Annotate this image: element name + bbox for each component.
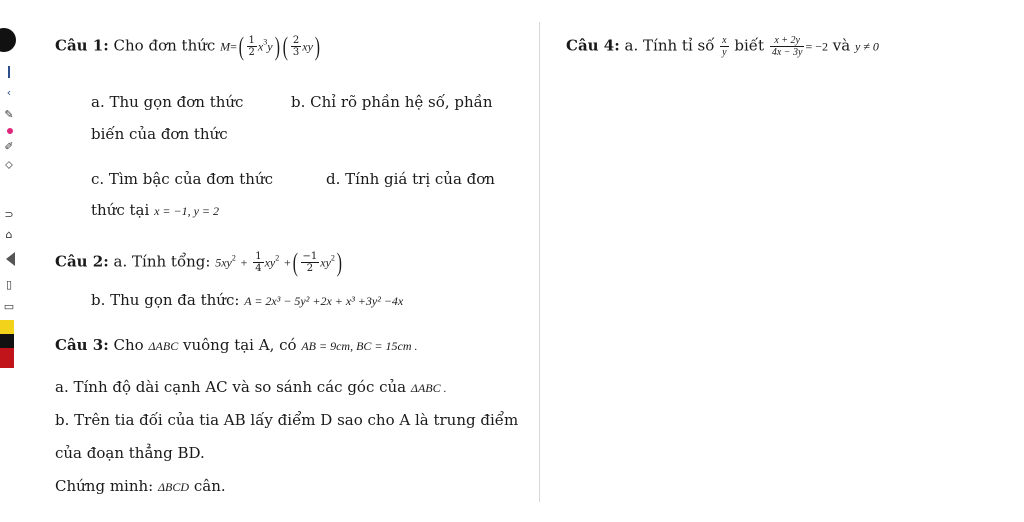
q3-c: Chứng minh: ΔBCD cân.: [55, 477, 226, 495]
q1-frac1: $\frac{1}{2}$: [248, 35, 255, 58]
trash-icon[interactable]: ⌂: [5, 228, 13, 241]
q3-b1: b. Trên tia đối của tia AB lấy điểm D sao cho A là trung điểm: [55, 411, 519, 429]
q1-text: Cho đơn thức: [113, 36, 216, 55]
q1-term1: x: [257, 39, 264, 54]
q2-sum-term1: 5xy: [215, 255, 232, 270]
q1-eq: =: [230, 39, 237, 54]
q3-a: a. Tính độ dài cạnh AC và so sánh các góc của ΔABC .: [55, 378, 447, 396]
pen-icon[interactable]: ✎: [4, 108, 14, 121]
q2-a-text: a. Tính tổng:: [113, 252, 211, 271]
q1-line: Câu 1: Cho đơn thức M=( $\frac{1}{2}$ $x^3y$) ( $\frac{2}{3}$ xy): [55, 31, 320, 61]
q3-line: Câu 3: Cho ΔABC vuông tại A, có AB = 9cm, BC = 15cm .: [55, 336, 418, 354]
q1-d2-math: x = −1, y = 2: [154, 204, 220, 218]
pointer-icon[interactable]: [6, 252, 15, 266]
eraser-icon[interactable]: ⬦: [5, 158, 13, 171]
dot-icon[interactable]: [7, 128, 13, 134]
page-icon[interactable]: ▯: [5, 278, 13, 291]
q2-label: Câu 2:: [55, 252, 109, 271]
q1-b2: biến của đơn thức: [91, 125, 228, 143]
q2-poly: A = 2x³ − 5y² +2x + x³ +3y² −4x: [244, 294, 404, 308]
q2-frac2: $\frac{-1}{2}$: [302, 251, 318, 274]
q3-triangle: ΔABC: [148, 339, 179, 353]
q2-sum-term2: xy: [264, 255, 276, 270]
q1-label: Câu 1:: [55, 36, 109, 55]
q2-line-b: b. Thu gọn đa thức: A = 2x³ − 5y² +2x + x³ +3y² −4x: [91, 291, 404, 309]
q2-sum-term3: xy: [320, 255, 331, 270]
color-swatch-red[interactable]: [0, 348, 14, 368]
annotation-toolbar: [0, 0, 20, 522]
q1-term2: xy: [302, 39, 313, 54]
marker-icon[interactable]: ✐: [4, 140, 14, 153]
circle-badge-icon[interactable]: [0, 28, 16, 52]
q3-given: AB = 9cm, BC = 15cm .: [301, 339, 418, 353]
q2-frac1: $\frac{1}{4}$: [255, 251, 262, 274]
column-divider: [539, 22, 540, 502]
q3-label: Câu 3:: [55, 336, 109, 354]
q1-frac2: $\frac{2}{3}$: [292, 35, 300, 58]
q1-c: c. Tìm bậc của đơn thức: [91, 170, 274, 188]
q4-ratio: $\frac{x}{y}$: [722, 35, 727, 58]
q2-line-a: Câu 2: a. Tính tổng: $5xy^2$ + $\frac{1}{4}$ $xy^2$ +( $\frac{-1}{2}$ $xy^2$): [55, 247, 342, 277]
note-icon[interactable]: ▭: [3, 300, 15, 313]
lasso-icon[interactable]: ⊃: [4, 208, 14, 221]
q1-d1: d. Tính giá trị của đơn: [326, 170, 495, 188]
q4-line: Câu 4: a. Tính tỉ số $\frac{x}{y}$ biết $\frac{x + 2y}{4x - 3y}$ = −2 và y ≠ 0: [566, 35, 879, 58]
chevron-left-icon[interactable]: ‹: [6, 86, 12, 99]
q1-m-var: M: [220, 39, 231, 54]
q3-b2: của đoạn thẳng BD.: [55, 444, 205, 462]
q1-b1: b. Chỉ rõ phần hệ số, phần: [291, 93, 493, 111]
q1-a: a. Thu gọn đơn thức: [91, 93, 244, 111]
color-swatch-black[interactable]: [0, 334, 14, 348]
q4-condition: y ≠ 0: [855, 39, 879, 54]
color-swatch-yellow[interactable]: [0, 320, 14, 334]
q3-c-triangle: ΔBCD: [158, 480, 190, 494]
q4-expression: $\frac{x + 2y}{4x - 3y}$: [771, 35, 803, 58]
q4-label: Câu 4:: [566, 36, 620, 55]
q1-d2: thức tại x = −1, y = 2: [91, 201, 220, 219]
chevron-right-icon[interactable]: [0, 66, 10, 78]
